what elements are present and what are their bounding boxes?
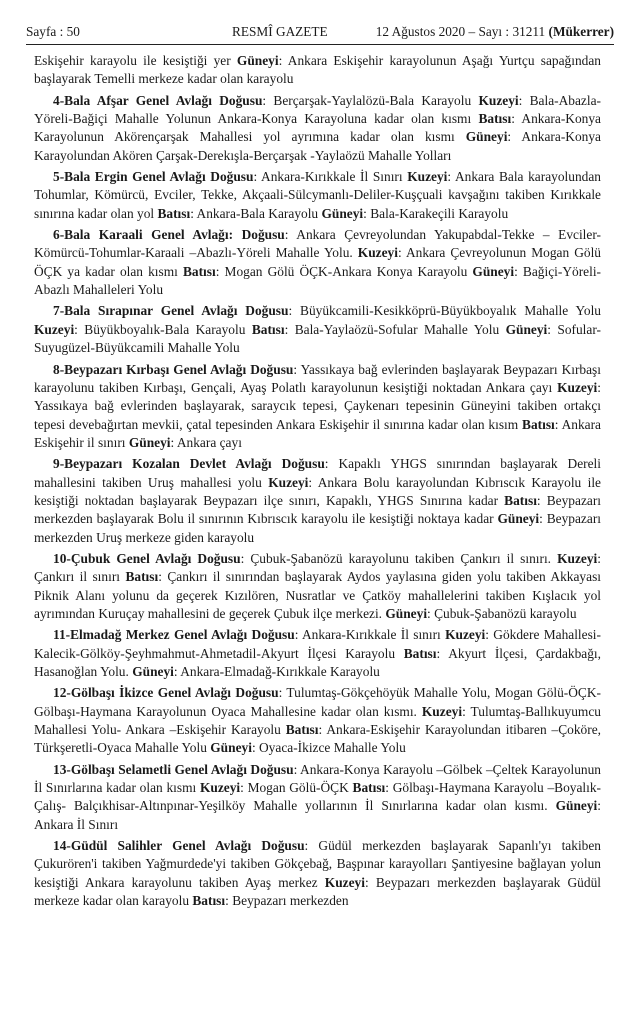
paragraph-p5 xyxy=(34,168,601,223)
paragraph-p8 xyxy=(34,361,601,453)
text-run: : Oyaca-İkizce Mahalle Yolu xyxy=(251,740,406,756)
bold-label: Batısı xyxy=(192,893,226,909)
text-run: : Ankara-Konya Karayolu –Gölbek –Çeltek Karayolunun İl Sınırlarına kadar olan kısmı xyxy=(34,761,602,796)
bold-label: Batısı xyxy=(504,492,537,508)
bold-label: Batısı xyxy=(251,321,285,337)
bold-label: 6-Bala Karaali Genel Avlağı: Doğusu xyxy=(53,227,285,243)
text-run: : Ankara-Konya Karayolundan Akören Çarşak-Derekışla-Berçarşak -Yaylaözü Mahalle Yolları xyxy=(34,129,601,163)
text-run: : Ankara Çevreyolundan Yakupabdal-Tekke – Evciler-Kömürcü-Tohumlar-Karaali –Abazlı-Yöreli Mahalle Yolu. xyxy=(34,227,601,261)
text-run: : Beypazarı merkezden Uruş merkeze giden karayolu xyxy=(34,511,602,545)
bold-label: Batısı xyxy=(182,263,216,279)
paragraph-p13 xyxy=(34,761,601,834)
bold-label: Batısı xyxy=(522,416,555,432)
issue-info xyxy=(376,23,614,41)
page-header xyxy=(26,23,614,41)
text-run: : Ankara Eskişehir il sınırı xyxy=(34,416,601,450)
bold-label: Güneyi xyxy=(321,205,364,221)
text-run: : Gökdere Mahallesi-Kalecik-Gölköy-Şeyhmahmut-Ahmetadil-Akyurt İlçesi Karayolu xyxy=(34,627,601,661)
text-run: : Ankara Eskişehir karayolunun Aşağı Yurtçu sapağından başlayarak Temelli merkeze kadar olan karayolu xyxy=(34,53,601,87)
text-run: : Çubuk-Şabanözü karayolunu takiben Çankırı il sınırı. xyxy=(240,550,558,566)
text-run: : Ankara-Elmadağ-Kırıkkale Karayolu xyxy=(173,664,380,679)
bold-label: Kuzeyi xyxy=(478,92,519,108)
text-run: : Bağiçi-Yöreli-Abazlı Mahalleleri Yolu xyxy=(34,263,601,298)
text-run: : Yassıkaya bağ evlerinden başlayarak, saraycık tepesi, Çaykenarı tepesinin Güneyini takiben ortakçı tepesi devebağırtan mevkii, çatal tepesinden Ankara Eskişehir il sınırına kadar olan kısım xyxy=(34,379,601,432)
bold-label: Güneyi xyxy=(385,605,428,621)
text-run: : Sofular-Suyugüzel-Büyükcamili Mahalle Yolu xyxy=(34,321,601,356)
bold-label: Kuzeyi xyxy=(324,874,365,890)
bold-label: Kuzeyi xyxy=(557,379,598,395)
bold-label: 9-Beypazarı Kozalan Devlet Avlağı Doğusu xyxy=(53,456,325,472)
text-run: : Ankara İl Sınırı xyxy=(34,798,601,832)
text-run: : Gölbaşı-Haymana Karayolu –Boyalık-Çalış- Balçıkhisar-Altınpınar-Yeşilköy Mahalle yollarının İl Sınırlarına kadar olan kısmı. xyxy=(34,780,601,814)
text-run: : Yassıkaya bağ evlerinden başlayarak Beypazarı Kırbaşı karayolunu takiben Kırbaşı, Gençali, Ayaş Polatlı karayolunun kesiştiği noktadan Ankara çayı xyxy=(34,361,601,395)
text-run: : Bala-Abazla-Yöreli-Bağiçi Mahalle Yolunun Ankara-Konya Karayoluna kadar olan kısmı xyxy=(34,92,601,127)
bold-label: Kuzeyi xyxy=(407,169,448,185)
text-run: : Kapaklı YHGS sınırından başlayarak Dereli mahallesini takiben Uruş mahallesi yolu xyxy=(34,456,601,490)
paragraph-p14 xyxy=(34,837,601,910)
text-run: : Çubuk-Şabanözü karayolu xyxy=(427,605,577,621)
bold-label: Kuzeyi xyxy=(199,780,241,796)
text-run: : Bala-Yaylaözü-Sofular Mahalle Yolu xyxy=(284,321,506,337)
bold-label: Kuzeyi xyxy=(268,474,309,490)
document-body xyxy=(34,52,601,913)
bold-label: Güneyi xyxy=(472,263,515,279)
paragraph-p10 xyxy=(34,550,601,623)
text-run: : Büyükboyalık-Bala Karayolu xyxy=(74,321,252,337)
text-run: : Ankara-Kırıkkale İl Sınırı xyxy=(253,169,408,185)
text-run: : Büyükcamili-Kesikköprü-Büyükboyalık Mahalle Yolu xyxy=(288,303,601,319)
text-run: : Çankırı il sınırı xyxy=(34,550,601,585)
bold-label: 7-Bala Sırapınar Genel Avlağı Doğusu xyxy=(53,303,289,319)
bold-label: 13-Gölbaşı Selametli Genel Avlağı Doğusu xyxy=(53,761,294,777)
bold-label: Güneyi xyxy=(132,664,174,679)
bold-label: 12-Gölbaşı İkizce Genel Avlağı Doğusu xyxy=(53,685,279,701)
bold-label: Kuzeyi xyxy=(34,321,75,337)
issue-extra: (Mükerrer) xyxy=(548,24,614,39)
text-run: Eskişehir karayolu ile kesiştiği yer xyxy=(34,53,237,68)
text-run: : Güdül merkezden başlayarak Sapanlı'yı takiben Çukurören'i takiben Yağmurdede'yi takiben Gökçebağ, Başpınar karayolları Şantiyesine bağlayan yolun kesiştiği Ankara karayolunu takiben Ayaş merkez xyxy=(34,838,601,890)
issue-date-number: 12 Ağustos 2020 – Sayı : 31211 xyxy=(375,24,546,39)
bold-label: Batısı xyxy=(352,780,386,796)
text-run: : Ankara Çevreyolunun Mogan Gölü ÖÇK ya kadar olan kısmı xyxy=(34,245,601,279)
bold-label: Güneyi xyxy=(210,740,252,756)
text-run: : Beypazarı merkezden başlayarak Bolu il sınırının Kıbrıscık karayolu ile kesiştiği noktaya kadar xyxy=(34,492,602,527)
page-number: Sayfa : 50 xyxy=(26,24,80,39)
text-run: : Ankara-Bala Karayolu xyxy=(190,205,322,221)
text-run: : Ankara Bala karayolundan Tohumlar, Kömürcü, Evciler, Tekke, Akçaali-Sülcymanlı-Deliler-Kuşçuali kavşağını takiben Kırıkkale sınırına kadar olan yol xyxy=(34,169,601,221)
bold-label: Güneyi xyxy=(505,321,548,337)
bold-label: Güneyi xyxy=(128,434,171,450)
text-run: : Ankara çayı xyxy=(170,434,242,450)
bold-label: 10-Çubuk Genel Avlağı Doğusu xyxy=(53,550,241,566)
bold-label: 4-Bala Afşar Genel Avlağı Doğusu xyxy=(53,92,263,108)
text-run: : Beypazarı merkezden xyxy=(225,893,349,909)
paragraph-p12 xyxy=(34,684,601,757)
bold-label: Batısı xyxy=(403,645,437,661)
text-run: : Beypazarı merkezden başlayarak Güdül merkeze kadar olan karayolu xyxy=(34,874,601,909)
gazette-title: RESMÎ GAZETE xyxy=(232,24,328,39)
bold-label: Batısı xyxy=(157,205,191,221)
bold-label: 5-Bala Ergin Genel Avlağı Doğusu xyxy=(53,169,254,185)
bold-label: 14-Güdül Salihler Genel Avlağı Doğusu xyxy=(53,838,305,854)
text-run: : Ankara-Konya Karayolunun Akörençarşak Mahallesi yol ayrımına kadar olan kısmı xyxy=(34,111,601,145)
text-run: : Berçarşak-Yaylalözü-Bala Karayolu xyxy=(262,92,479,108)
text-run: : Ankara-Kırıkkale İl sınırı xyxy=(294,627,446,643)
bold-label: Güneyi xyxy=(236,53,279,68)
text-run: : Tulumtaş-Gökçehöyük Mahalle Yolu, Mogan Gölü-ÖÇK-Gölbaşı-Haymana Karayolunun Oyaca Mahallesine kadar olan kısmı. xyxy=(34,685,601,719)
bold-label: Kuzeyi xyxy=(357,245,398,261)
text-run: : Bala-Karakeçili Karayolu xyxy=(363,205,509,221)
bold-label: Batısı xyxy=(478,111,512,127)
paragraph-p7 xyxy=(34,302,601,357)
bold-label: 8-Beypazarı Kırbaşı Genel Avlağı Doğusu xyxy=(53,361,294,377)
paragraph-p6 xyxy=(34,226,601,299)
bold-label: Kuzeyi xyxy=(421,703,463,719)
header-rule xyxy=(26,44,614,45)
text-run: : Akyurt İlçesi, Çardakbağı, Hasanoğlan Yolu. xyxy=(34,645,601,679)
bold-label: Batısı xyxy=(125,569,159,585)
bold-label: Güneyi xyxy=(465,129,508,145)
text-run: : Ankara Bolu karayolundan Kıbrıscık Karayolu ile kesiştiği noktadan başlayarak Beypazarı ilçe sınırı, Kapaklı, YHGS Sınırına kadar xyxy=(34,474,601,508)
bold-label: Kuzeyi xyxy=(557,550,598,566)
paragraph-p11 xyxy=(34,626,601,681)
text-run: : Çankırı il sınırından başlayarak Aydos yaylasına giden yolu takiben Akkayası Piknik Alanı yolunu da geçerek Kızılören, Nusratlar ve Çatköy mahallelerini takiben Kışlacık yol ayrımından Kuruçay mahallesini de geçerek Çubuk ilçe merkezi. xyxy=(34,569,601,621)
bold-label: Güneyi xyxy=(497,511,540,527)
bold-label: Batısı xyxy=(285,722,319,738)
text-run: : Ankara-Eskişehir Karayolundan itibaren –Çoköre, Türkşeretli-Oyaca Mahalle Yolu xyxy=(34,722,602,756)
text-run: : Mogan Gölü ÖÇK-Ankara Konya Karayolu xyxy=(215,263,473,279)
paragraph-p4 xyxy=(34,92,601,165)
paragraph-p0 xyxy=(34,52,601,89)
bold-label: Kuzeyi xyxy=(445,627,486,643)
text-run: : Mogan Gölü-ÖÇK xyxy=(240,780,353,796)
bold-label: Güneyi xyxy=(555,798,598,814)
bold-label: 11-Elmadağ Merkez Genel Avlağı Doğusu xyxy=(53,627,295,643)
paragraph-p9 xyxy=(34,455,601,547)
text-run: : Tulumtaş-Ballıkuyumcu Mahallesi Yolu- Ankara –Eskişehir Karayolu xyxy=(34,703,601,738)
